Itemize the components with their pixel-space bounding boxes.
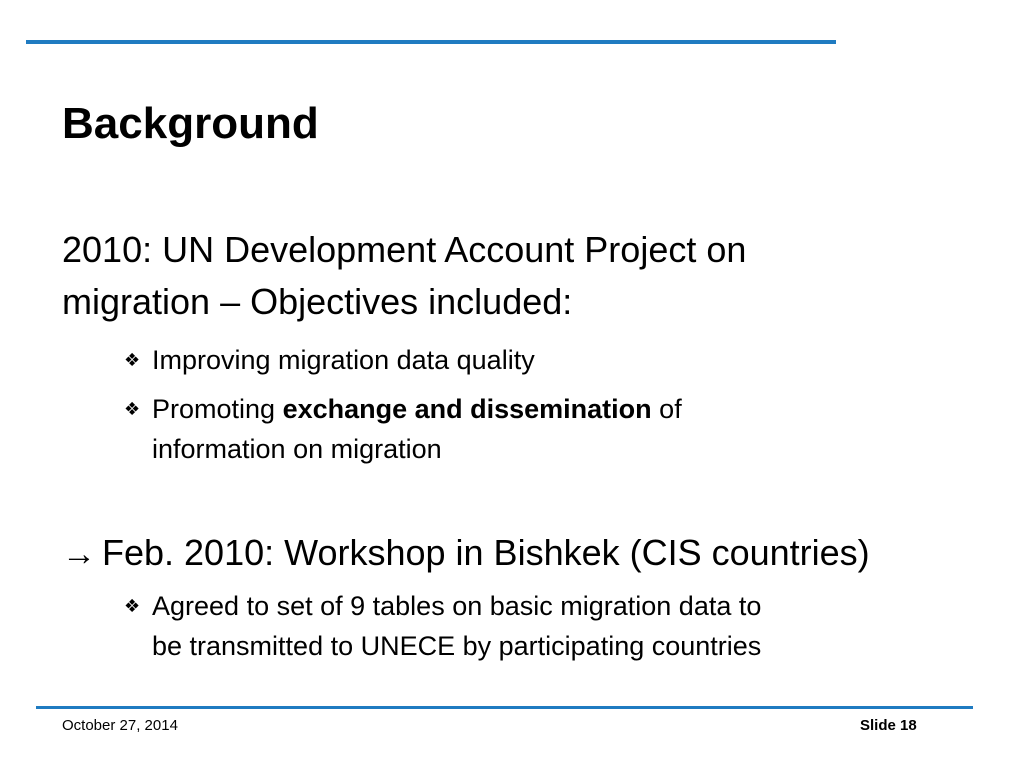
main-point-2-text: Feb. 2010: Workshop in Bishkek (CIS countries) <box>102 532 870 573</box>
sub-bullet-text-line-2: information on migration <box>152 434 442 464</box>
sub-bullet-text: Agreed to set of 9 tables on basic migration data to <box>152 591 762 621</box>
sub-bullet-text-post: of <box>651 394 682 424</box>
main-point-1-line-2: migration – Objectives included: <box>62 281 573 322</box>
top-divider <box>26 40 836 44</box>
diamond-bullet-icon: ❖ <box>124 399 141 419</box>
bottom-divider <box>36 706 973 709</box>
slide-number: Slide 18 <box>860 717 917 734</box>
footer-date: October 27, 2014 <box>62 717 178 734</box>
main-point-2 <box>62 527 870 580</box>
right-arrow-icon: → <box>62 535 96 573</box>
slide-title: Background <box>62 99 319 148</box>
sub-bullet-agreed-tables <box>124 586 761 666</box>
main-point-1 <box>62 224 746 328</box>
sub-bullet-data-quality <box>124 340 535 380</box>
sub-bullet-exchange <box>124 389 682 469</box>
main-point-1-line-1: 2010: UN Development Account Project on <box>62 229 747 270</box>
sub-bullet-text-pre: Promoting <box>152 394 283 424</box>
sub-bullet-text: Improving migration data quality <box>152 345 535 375</box>
diamond-bullet-icon: ❖ <box>124 596 141 616</box>
sub-bullet-text-line-2: be transmitted to UNECE by participating countries <box>152 631 762 661</box>
sub-bullet-text-bold: exchange and dissemination <box>282 394 652 424</box>
diamond-bullet-icon: ❖ <box>124 350 141 370</box>
